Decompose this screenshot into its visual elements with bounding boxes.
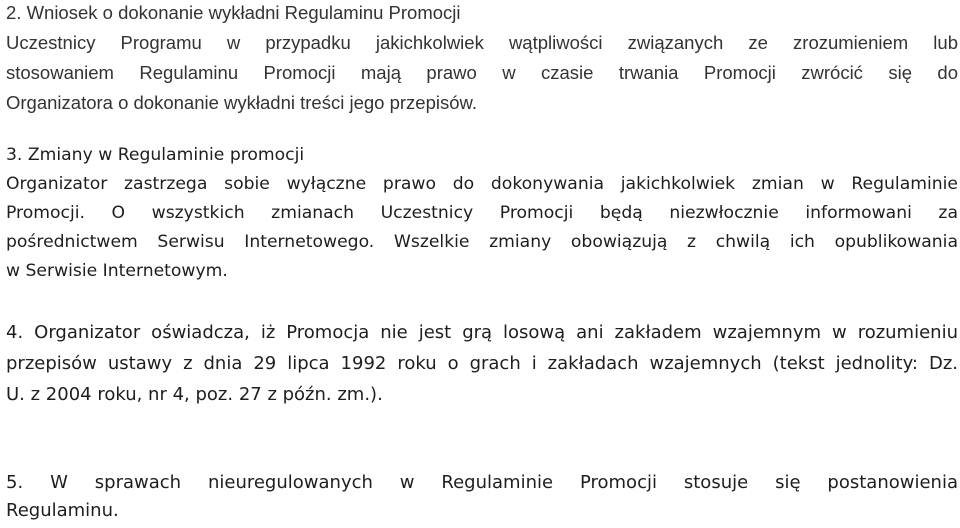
paragraph-line: Regulaminu. <box>6 500 119 521</box>
paragraph-line: stosowaniem Regulaminu Promocji mają prawo w czasie trwania Promocji zwrócić się do <box>6 62 958 83</box>
paragraph-line: 4. Organizator oświadcza, iż Promocja nie jest grą losową ani zakładem wzajemnym w rozumieniu <box>6 322 958 343</box>
paragraph-line: Promocji. O wszystkich zmianach Uczestnicy Promocji będą niezwłocznie informowani za <box>6 203 958 223</box>
paragraph-line: Uczestnicy Programu w przypadku jakichkolwiek wątpliwości związanych ze zrozumieniem lub <box>6 32 958 53</box>
paragraph-line: Organizator zastrzega sobie wyłączne prawo do dokonywania jakichkolwiek zmian w Regulaminie <box>6 174 958 194</box>
paragraph-line: w Serwisie Internetowym. <box>6 261 228 281</box>
paragraph-line: pośrednictwem Serwisu Internetowego. Wszelkie zmiany obowiązują z chwilą ich opublikowania <box>6 232 958 252</box>
paragraph-line: przepisów ustawy z dnia 29 lipca 1992 roku o grach i zakładach wzajemnych (tekst jednolity: Dz. <box>6 353 958 374</box>
paragraph-line: Organizatora o dokonanie wykładni treści jego przepisów. <box>6 92 477 113</box>
section-heading: 2. Wniosek o dokonanie wykładni Regulaminu Promocji <box>6 2 461 23</box>
paragraph-line: U. z 2004 roku, nr 4, poz. 27 z późn. zm.). <box>6 384 383 405</box>
paragraph-line: 5. W sprawach nieuregulowanych w Regulaminie Promocji stosuje się postanowienia <box>6 472 958 493</box>
section-heading: 3. Zmiany w Regulaminie promocji <box>6 145 305 165</box>
